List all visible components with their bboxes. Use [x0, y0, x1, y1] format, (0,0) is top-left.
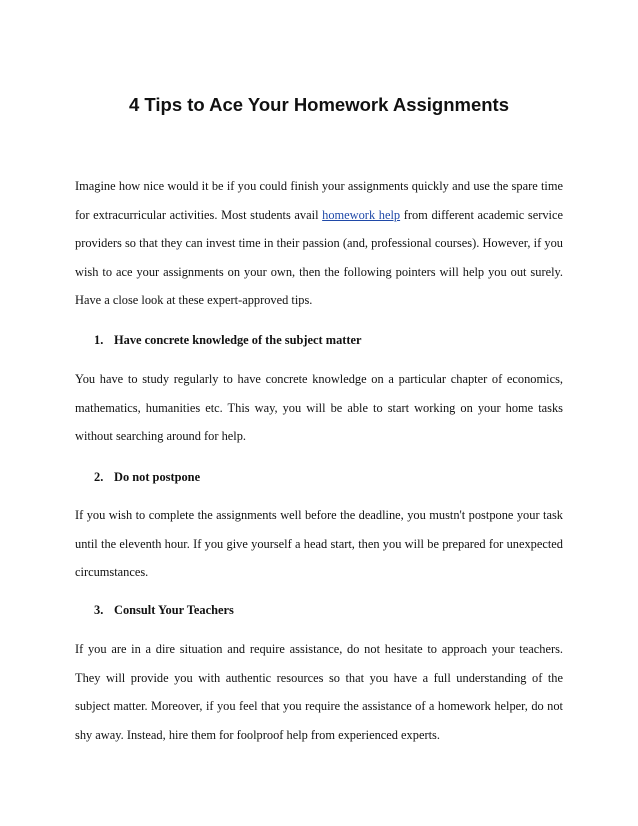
tip-heading-1	[94, 332, 362, 348]
tip-heading-text-3: Consult Your Teachers	[114, 603, 234, 617]
tip-heading-text-2: Do not postpone	[114, 470, 201, 484]
tip-body-3: If you are in a dire situation and require assistance, do not hesitate to approach your teachers. They will provide you with authentic resources so that you have a full understanding of the subject matter. Moreover, if you feel that you require the assistance of a homework helper, do not shy away. Instead, hire them for foolproof help from experienced experts.	[75, 642, 563, 742]
tip-heading-text-1: Have concrete knowledge of the subject matter	[114, 333, 362, 347]
page-title: 4 Tips to Ace Your Homework Assignments	[128, 94, 510, 115]
tip-number-3: 3.	[94, 603, 104, 617]
tip-body-2: If you wish to complete the assignments well before the deadline, you mustn't postpone your task until the eleventh hour. If you give yourself a head start, then you will be prepared for unexpected circumstances.	[75, 508, 563, 579]
homework-help-link[interactable]: homework help	[322, 207, 401, 222]
intro-text-after-link: from different academic service providers so that they can invest time in their passion (and, professional courses). However, if you wish to ace your assignments on your own, then the following pointers will help you out surely. Have a close look at these expert-approved tips.	[75, 207, 563, 307]
tip-body-1: You have to study regularly to have concrete knowledge on a particular chapter of economics, mathematics, humanities etc. This way, you will be able to start working on your home tasks without searching around for help.	[75, 372, 563, 443]
tip-heading-2	[94, 469, 200, 485]
intro-paragraph	[75, 172, 563, 315]
tip-heading-3	[94, 602, 234, 618]
tip-number-2: 2.	[94, 470, 104, 484]
tip-number-1: 1.	[94, 333, 104, 347]
intro-text-before-link: Imagine how nice would it be if you could finish your assignments quickly and use the spare time for extracurricular activities. Most students avail	[75, 179, 563, 222]
